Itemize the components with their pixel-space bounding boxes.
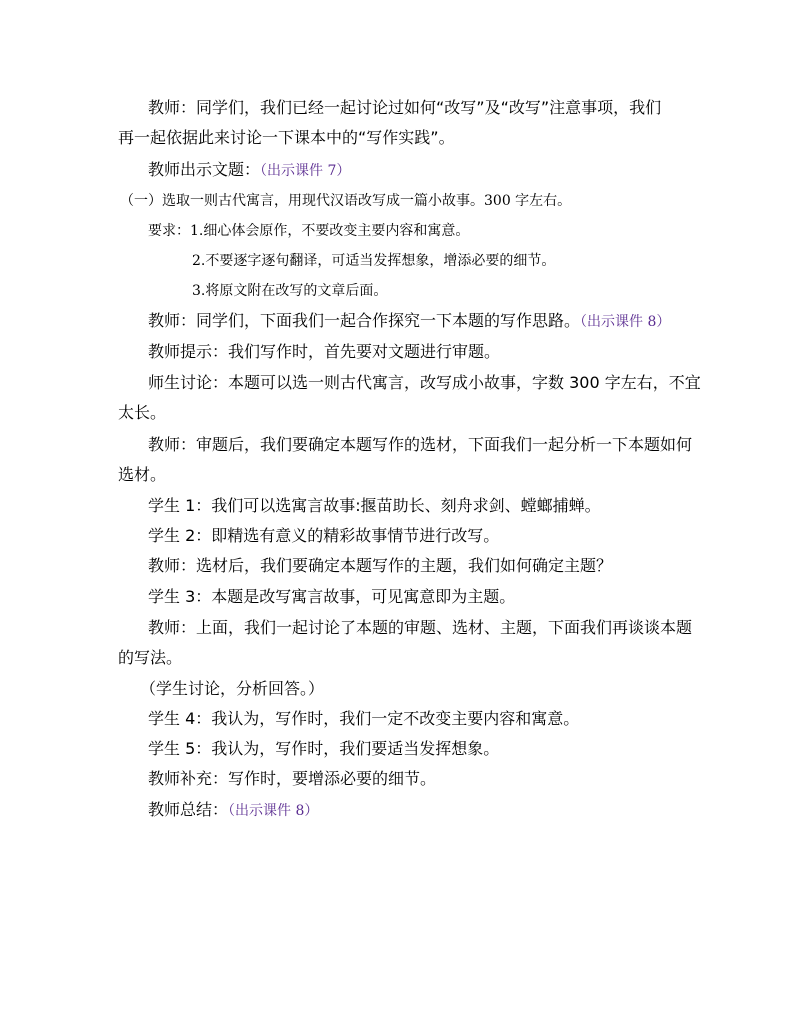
text-line: 教师：同学们，我们已经一起讨论过如何“改写”及“改写”注意事项，我们 bbox=[148, 98, 662, 117]
requirement-1: 要求：1.细心体会原作，不要改变主要内容和寓意。 bbox=[148, 223, 470, 239]
requirement-2: 2.不要逐字逐句翻译，可适当发挥想象，增添必要的细节。 bbox=[192, 253, 556, 269]
paragraph-hint: 教师提示：我们写作时，首先要对文题进行审题。 bbox=[148, 342, 501, 361]
paragraph-student-1: 学生 1：我们可以选寓言故事:揠苗助长、刻舟求剑、螳螂捕蝉。 bbox=[148, 496, 601, 515]
paragraph-student-5: 学生 5：我认为，写作时，我们要适当发挥想象。 bbox=[148, 739, 500, 758]
paragraph-student-2: 学生 2：即精选有意义的精彩故事情节进行改写。 bbox=[148, 526, 500, 545]
text-line: 教师出示文题： bbox=[148, 160, 261, 179]
paragraph-student-4: 学生 4：我认为，写作时，我们一定不改变主要内容和寓意。 bbox=[148, 709, 580, 728]
text-line: 师生讨论：本题可以选一则古代寓言，改写成小故事，字数 300 字左右，不宜 bbox=[148, 373, 701, 392]
paragraph-material bbox=[118, 430, 693, 490]
requirement-3: 3.将原文附在改写的文章后面。 bbox=[192, 283, 388, 299]
courseware-ref: （出示课件 8） bbox=[580, 314, 671, 330]
text-line: 教师：审题后，我们要确定本题写作的选材，下面我们一起分析一下本题如何 bbox=[148, 435, 693, 454]
text-line: 的写法。 bbox=[118, 648, 183, 667]
text-line: 再一起依据此来讨论一下课本中的“写作实践”。 bbox=[118, 128, 455, 147]
question-one: （一）选取一则古代寓言，用现代汉语改写成一篇小故事。300 字左右。 bbox=[120, 193, 572, 209]
courseware-ref: （出示课件 7） bbox=[260, 163, 351, 179]
paragraph-show-topic bbox=[118, 155, 718, 186]
paragraph-teacher-supplement: 教师补充：写作时，要增添必要的细节。 bbox=[148, 769, 437, 788]
paragraph-discussion bbox=[118, 368, 701, 428]
text-line: 教师总结： bbox=[148, 800, 229, 819]
text-line: 教师：上面，我们一起讨论了本题的审题、选材、主题，下面我们再谈谈本题 bbox=[148, 618, 693, 637]
paragraph-summary-intro bbox=[118, 613, 693, 673]
courseware-ref: （出示课件 8） bbox=[228, 803, 319, 819]
paragraph-explore bbox=[118, 306, 718, 337]
paragraph-intro bbox=[118, 93, 688, 153]
paragraph-theme-question: 教师：选材后，我们要确定本题写作的主题，我们如何确定主题？ bbox=[148, 556, 613, 575]
text-line: 教师：同学们，下面我们一起合作探究一下本题的写作思路。 bbox=[148, 311, 581, 330]
text-line: 选材。 bbox=[118, 465, 167, 484]
text-line: 太长。 bbox=[118, 403, 167, 422]
paragraph-student-3: 学生 3：本题是改写寓言故事，可见寓意即为主题。 bbox=[148, 587, 516, 606]
paragraph-teacher-summary bbox=[118, 795, 718, 826]
paragraph-student-discuss: （学生讨论，分析回答。） bbox=[140, 679, 325, 698]
